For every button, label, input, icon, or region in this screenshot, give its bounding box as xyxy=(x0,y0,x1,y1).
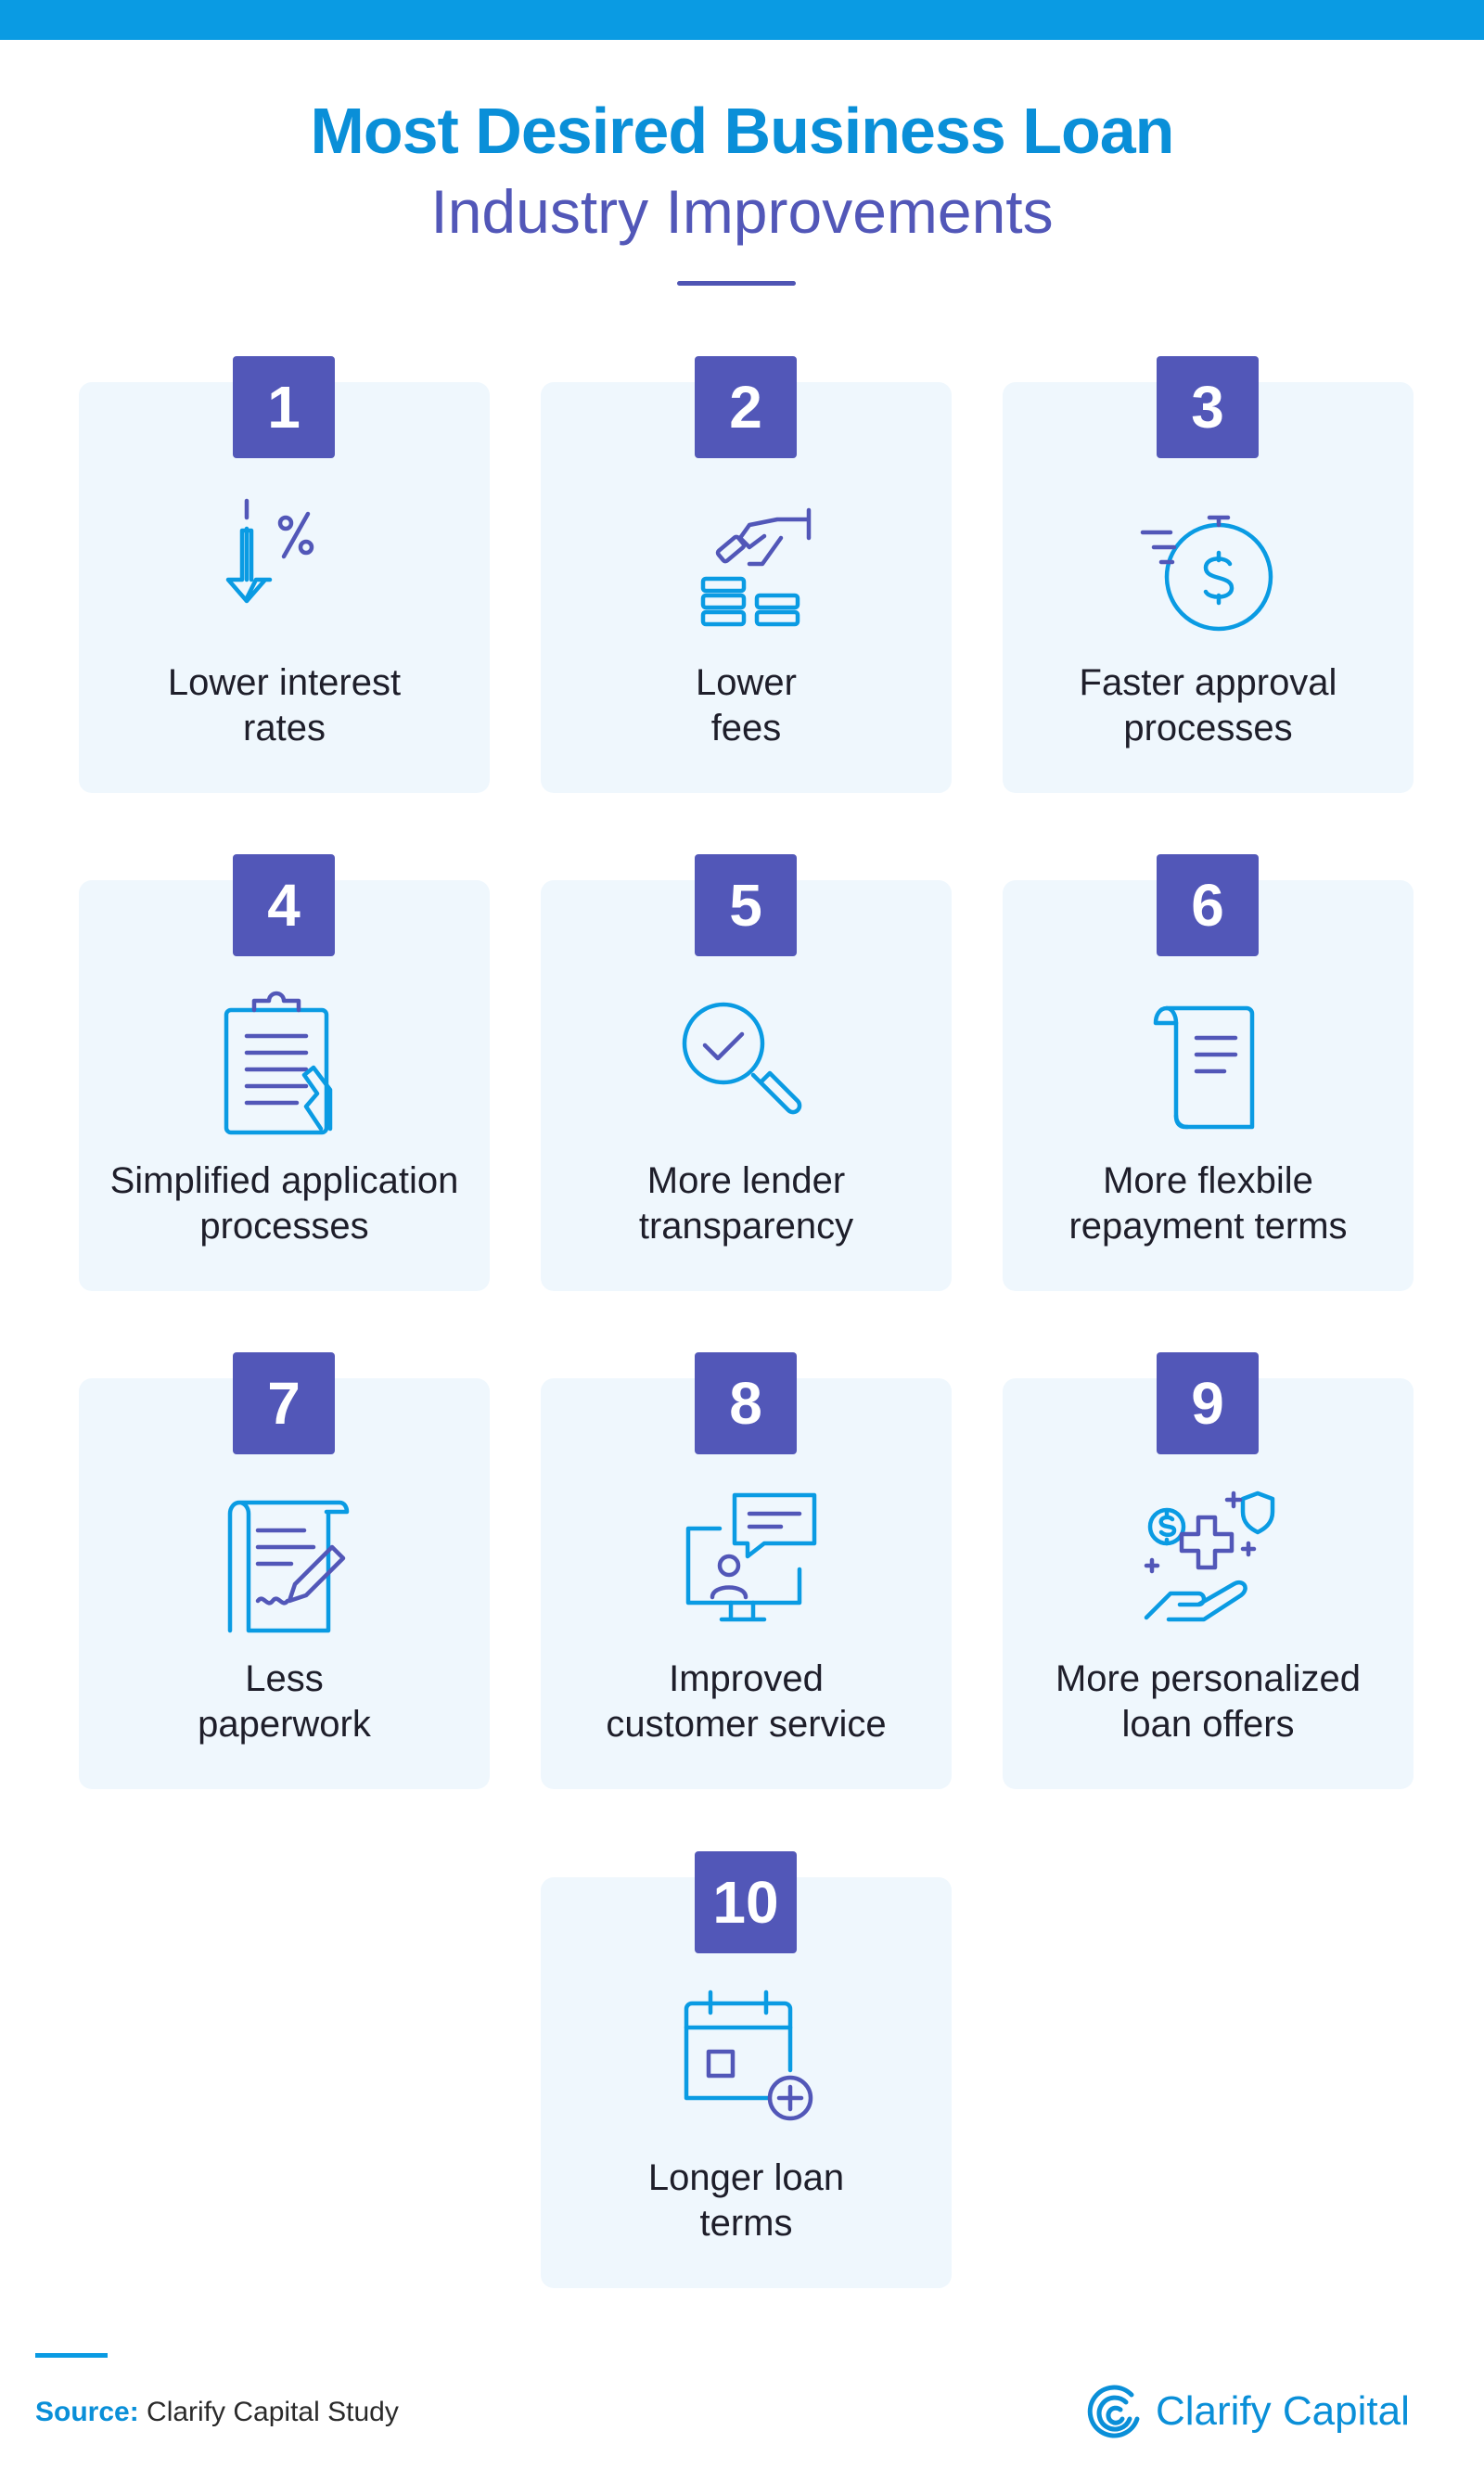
clipboard-hand-icon xyxy=(210,990,358,1138)
item-label: Lower fees xyxy=(696,662,797,748)
stopwatch-dollar-icon xyxy=(1133,492,1282,640)
improvement-card-1 xyxy=(79,374,490,793)
item-label: Simplified application processes xyxy=(109,1160,459,1247)
page-title: Most Desired Business Loan xyxy=(310,95,1174,167)
monitor-chat-icon xyxy=(672,1488,820,1636)
rank-badge: 6 xyxy=(1157,854,1259,956)
improvement-card-4 xyxy=(79,872,490,1291)
hand-coins-icon xyxy=(672,492,820,640)
improvement-card-8 xyxy=(541,1370,952,1789)
item-label: More personalized loan offers xyxy=(1055,1658,1362,1745)
clarify-logo-icon xyxy=(1085,2382,1145,2441)
improvement-card-2 xyxy=(541,374,952,793)
rank-badge: 2 xyxy=(695,356,797,458)
rank-badge: 1 xyxy=(233,356,335,458)
magnifier-check-icon xyxy=(672,990,820,1138)
source-note: Source: Clarify Capital Study xyxy=(35,2397,399,2427)
improvement-card-9 xyxy=(1003,1370,1414,1789)
item-label: Improved customer service xyxy=(606,1658,887,1745)
rank-badge: 8 xyxy=(695,1352,797,1454)
rank-badge: 5 xyxy=(695,854,797,956)
calendar-plus-icon xyxy=(672,1987,820,2135)
hand-health-dollar-icon xyxy=(1133,1488,1282,1636)
improvement-card-6 xyxy=(1003,872,1414,1291)
rank-badge: 4 xyxy=(233,854,335,956)
item-label: Lower interest rates xyxy=(167,662,402,748)
paper-pencil-icon xyxy=(210,1488,358,1636)
brand-name: Clarify Capital xyxy=(1156,2388,1410,2434)
percent-down-arrow-icon xyxy=(210,492,358,640)
item-label: Faster approval processes xyxy=(1079,662,1337,748)
improvement-card-10 xyxy=(541,1869,952,2288)
improvement-card-7 xyxy=(79,1370,490,1789)
top-bar xyxy=(0,0,1484,40)
rank-badge: 7 xyxy=(233,1352,335,1454)
footer-divider xyxy=(35,2353,108,2358)
scroll-document-icon xyxy=(1133,990,1282,1138)
item-label: More lender transparency xyxy=(638,1160,854,1247)
title-divider xyxy=(677,281,796,286)
rank-badge: 10 xyxy=(695,1851,797,1953)
improvement-card-3 xyxy=(1003,374,1414,793)
rank-badge: 3 xyxy=(1157,356,1259,458)
item-label: Less paperwork xyxy=(198,1658,371,1745)
item-label: More flexbile repayment terms xyxy=(1068,1160,1348,1247)
brand-logo xyxy=(1085,2379,1410,2444)
improvement-card-5 xyxy=(541,872,952,1291)
item-label: Longer loan terms xyxy=(647,2157,845,2244)
page-subtitle: Industry Improvements xyxy=(430,177,1054,246)
rank-badge: 9 xyxy=(1157,1352,1259,1454)
